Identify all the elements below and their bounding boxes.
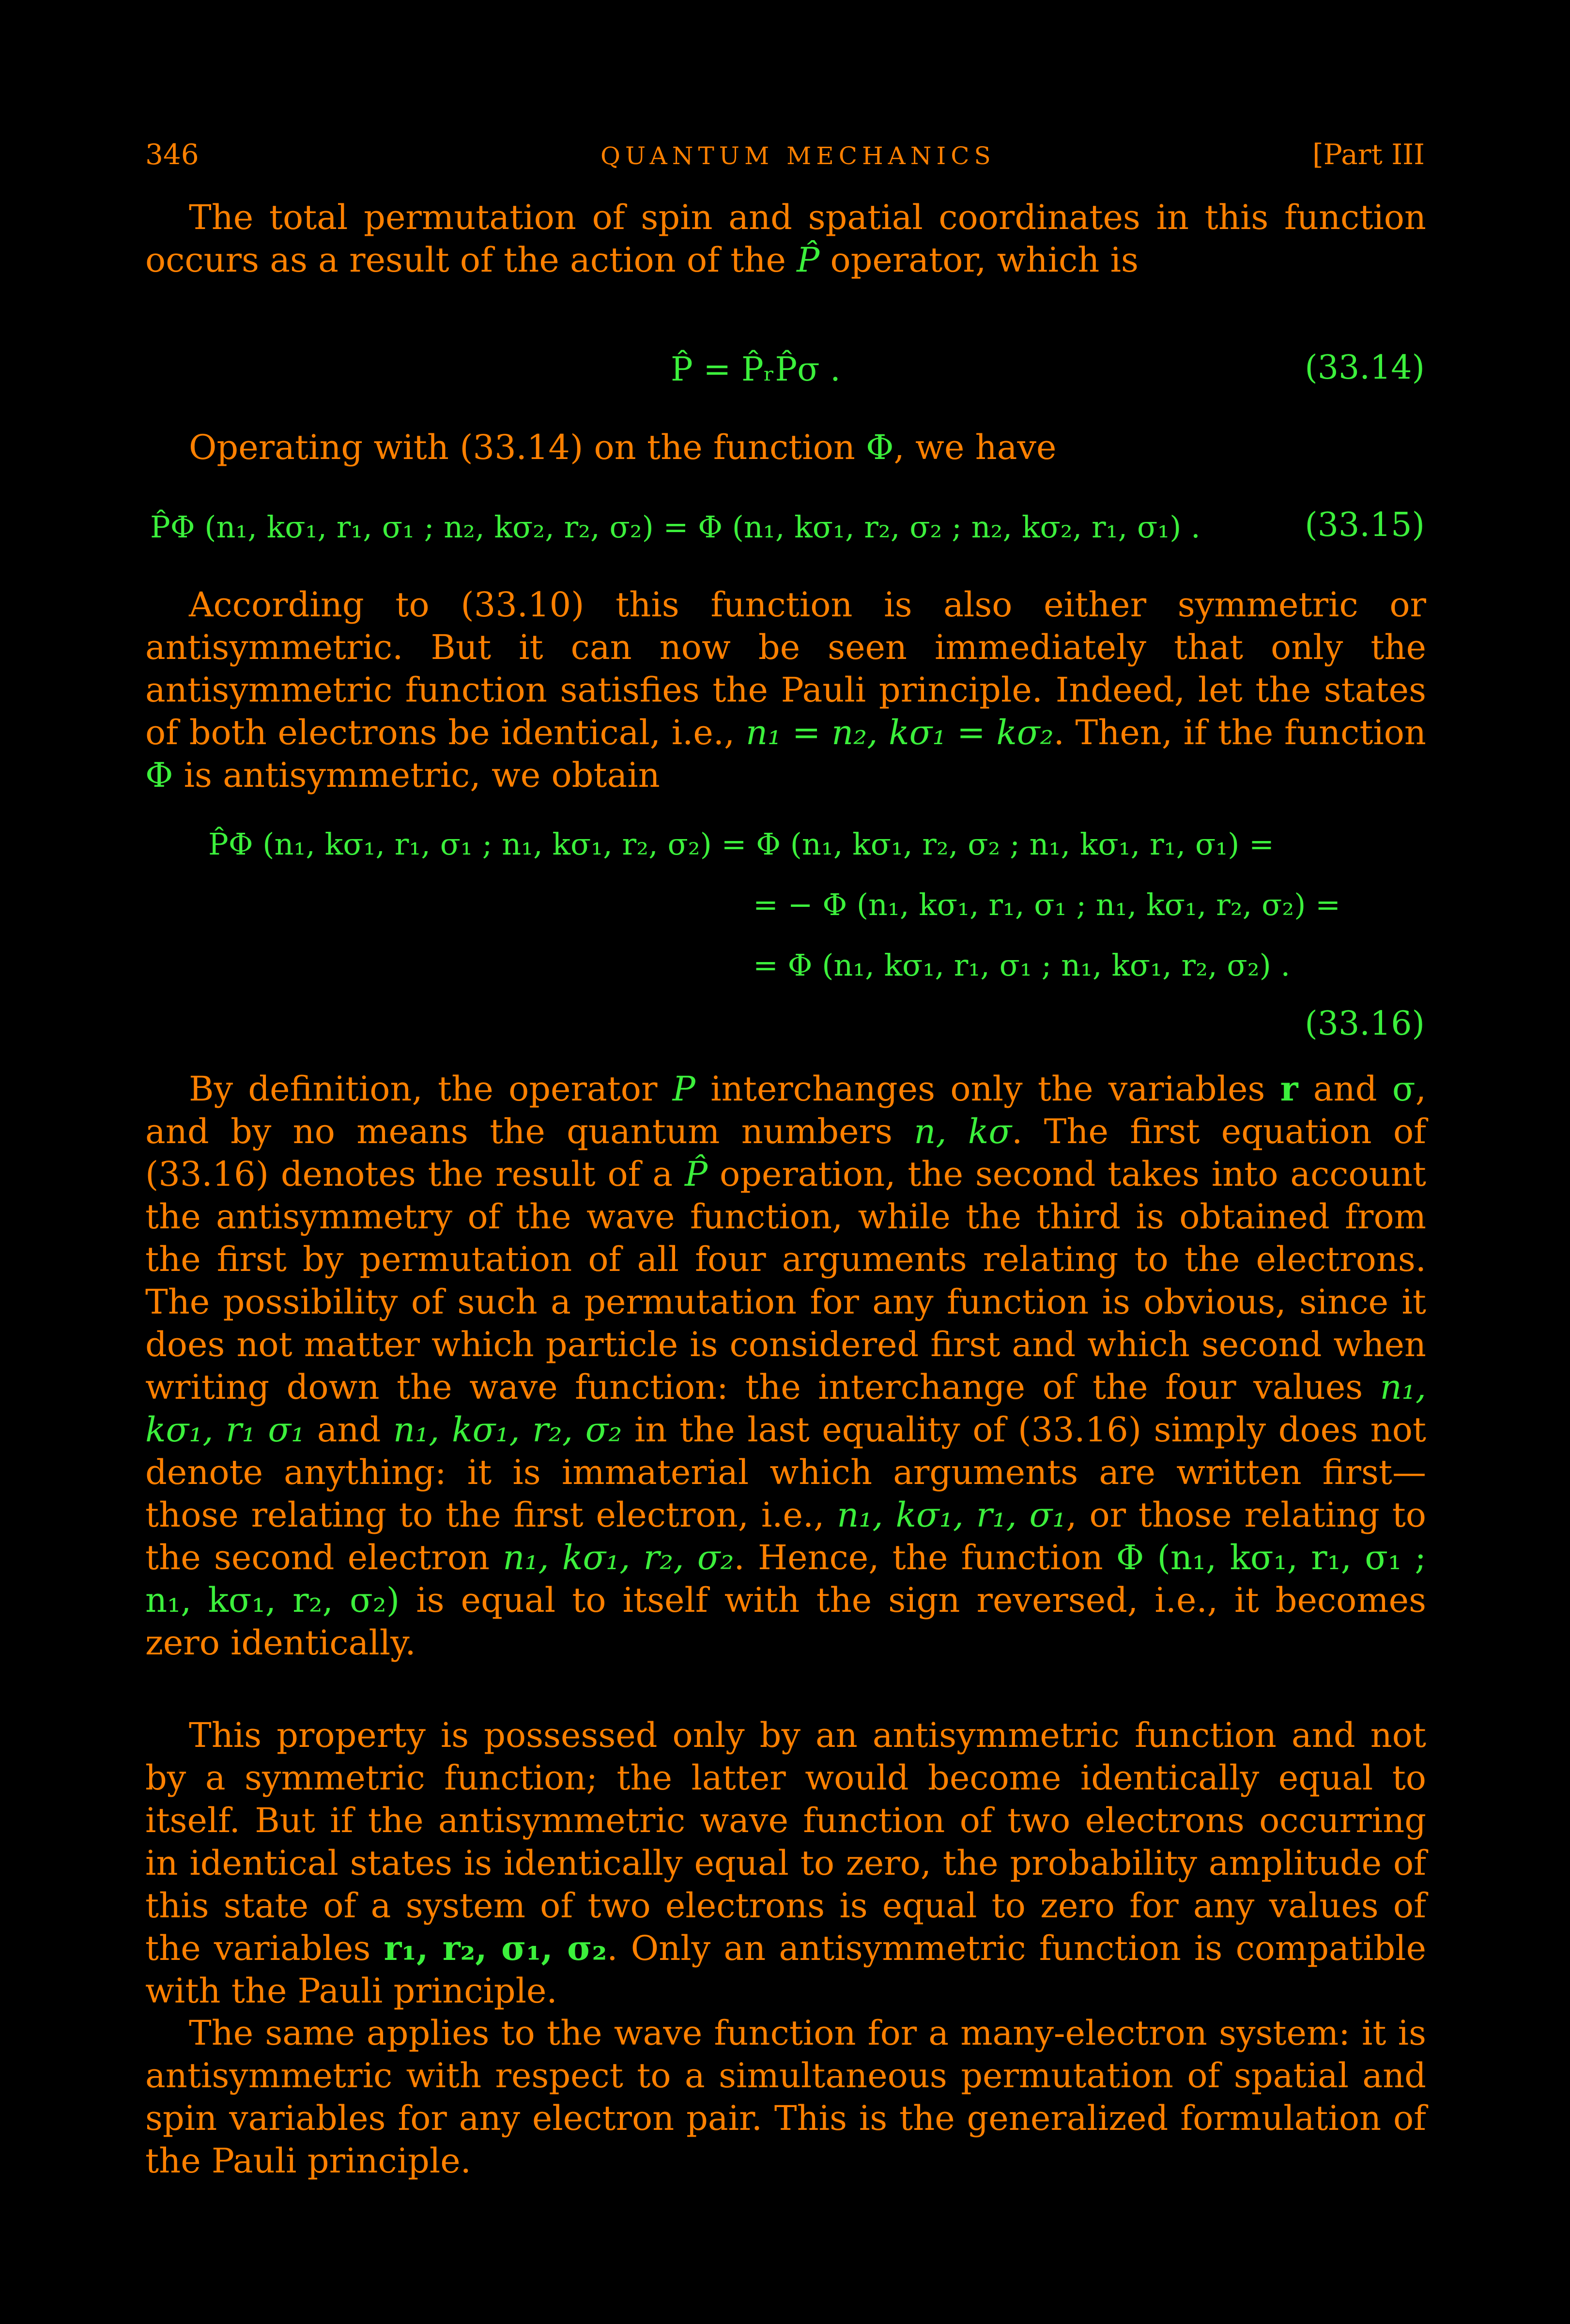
p-operator: P̂ [797, 240, 820, 280]
equation-33-15: P̂Φ (n₁, kσ₁, r₁, σ₁ ; n₂, kσ₂, r₂, σ₂) = Φ (n₁, kσ₁, r₂, σ₂ ; n₂, kσ₂, r₁, σ₁) . [150, 509, 1201, 545]
p-operator: P [672, 1069, 695, 1109]
paragraph-2 [145, 426, 1426, 469]
argument-set: n₁, kσ₁, r₁ σ₁ [145, 1367, 1426, 1450]
equation-33-16-line-1: P̂Φ (n₁, kσ₁, r₁, σ₁ ; n₁, kσ₁, r₂, σ₂) = Φ (n₁, kσ₁, r₂, σ₂ ; n₁, kσ₁, r₁, σ₁) = [208, 826, 1274, 862]
argument-set: n₁, kσ₁, r₁, σ₁ [837, 1495, 1066, 1535]
p4-text: is equal to itself with the sign reversed, i.e., it becomes zero identically. [145, 1580, 1426, 1663]
sigma-variable: σ [1392, 1069, 1416, 1109]
phi-symbol: Φ [866, 428, 894, 467]
argument-set: n₁, kσ₁, r₂, σ₂ [503, 1538, 734, 1577]
equation-number-33-16: (33.16) [1305, 1005, 1425, 1043]
identical-states-condition: n₁ = n₂, kσ₁ = kσ₂ [745, 713, 1054, 752]
paragraph-1 [145, 196, 1426, 281]
p4-text: . The first equation of (33.16) denotes the result of a [145, 1112, 1426, 1194]
p5-text-a: This property is possessed only by an antisymmetric function and not by a symmetric function; the latter would become identically equal to itself. But if the antisymmetric wave function of two electrons occurring in identical states is identically equal to zero, the probability amplitude of this state of a system of two electrons is equal to zero for any values of the variables [145, 1715, 1426, 1968]
paragraph-5 [145, 1714, 1426, 2012]
phi-symbol: Φ [145, 755, 173, 795]
running-title: QUANTUM MECHANICS [600, 142, 996, 170]
p1-text-b: operator, which is [819, 240, 1139, 280]
page-number: 346 [145, 138, 199, 171]
p1-text-a: The total permutation of spin and spatial coordinates in this function occurs as a result of the action of the [145, 198, 1426, 280]
p4-text: interchanges only the variables [695, 1069, 1280, 1109]
variables-list: r₁, r₂, σ₁, σ₂ [384, 1928, 607, 1968]
p4-text: , or those relating to the second electron [145, 1495, 1426, 1577]
p-hat-operator: P̂ [684, 1154, 708, 1194]
argument-set: n₁, kσ₁, r₂, σ₂ [393, 1410, 622, 1450]
equation-33-14: P̂ = P̂ᵣP̂σ . [671, 351, 841, 389]
paragraph-3 [145, 583, 1426, 796]
p5-text-b: . Only an antisymmetric function is compatible with the Pauli principle. [145, 1928, 1426, 2011]
equation-number-33-14: (33.14) [1305, 349, 1425, 387]
p4-text: , and by no means the quantum numbers [145, 1069, 1426, 1151]
p4-text: . Hence, the function [734, 1538, 1116, 1577]
p3-text-b: . Then, if the function [1053, 713, 1427, 752]
p4-text: and [305, 1410, 394, 1450]
p4-text: By definition, the operator [189, 1069, 673, 1109]
p3-text-c: is antisymmetric, we obtain [173, 755, 660, 795]
r-variable: r [1280, 1069, 1298, 1109]
p4-text: operation, the second takes into account the antisymmetry of the wave function, while the third is obtained from the first by permutation of all four arguments relating to the electrons. The possibility of such a permutation for any function is obvious, since it does not matter which particle is considered first and which second when writing down the wave function: the interchange of the four values [145, 1154, 1426, 1407]
paragraph-4 [145, 1068, 1426, 1664]
p2-text-b: , we have [893, 428, 1057, 467]
wave-function: Φ (n₁, kσ₁, r₁, σ₁ ; n₁, kσ₁, r₂, σ₂) [145, 1538, 1426, 1620]
quantum-numbers: n, kσ [914, 1112, 1012, 1151]
p4-text: in the last equality of (33.16) simply does not denote anything: it is immaterial which arguments are written first—those relating to the first electron, i.e., [145, 1410, 1427, 1535]
paragraph-6: The same applies to the wave function for a many-electron system: it is antisymmetric with respect to a simultaneous permutation of spatial and spin variables for any electron pair. This is the generalized formulation of the Pauli principle. [145, 2013, 1426, 2181]
equation-number-33-15: (33.15) [1305, 506, 1425, 544]
equation-33-16-line-3: = Φ (n₁, kσ₁, r₁, σ₁ ; n₁, kσ₁, r₂, σ₂) . [753, 948, 1291, 983]
p3-text-a: According to (33.10) this function is also either symmetric or antisymmetric. But it can now be seen immediately that only the antisymmetric function satisfies the Pauli principle. Indeed, let the states of both electrons be identical, i.e., [145, 585, 1426, 752]
p4-text: and [1298, 1069, 1392, 1109]
p2-text-a: Operating with (33.14) on the function [189, 428, 866, 467]
equation-33-16-line-2: = − Φ (n₁, kσ₁, r₁, σ₁ ; n₁, kσ₁, r₂, σ₂) = [753, 887, 1341, 922]
part-label: [Part III [1312, 138, 1425, 171]
